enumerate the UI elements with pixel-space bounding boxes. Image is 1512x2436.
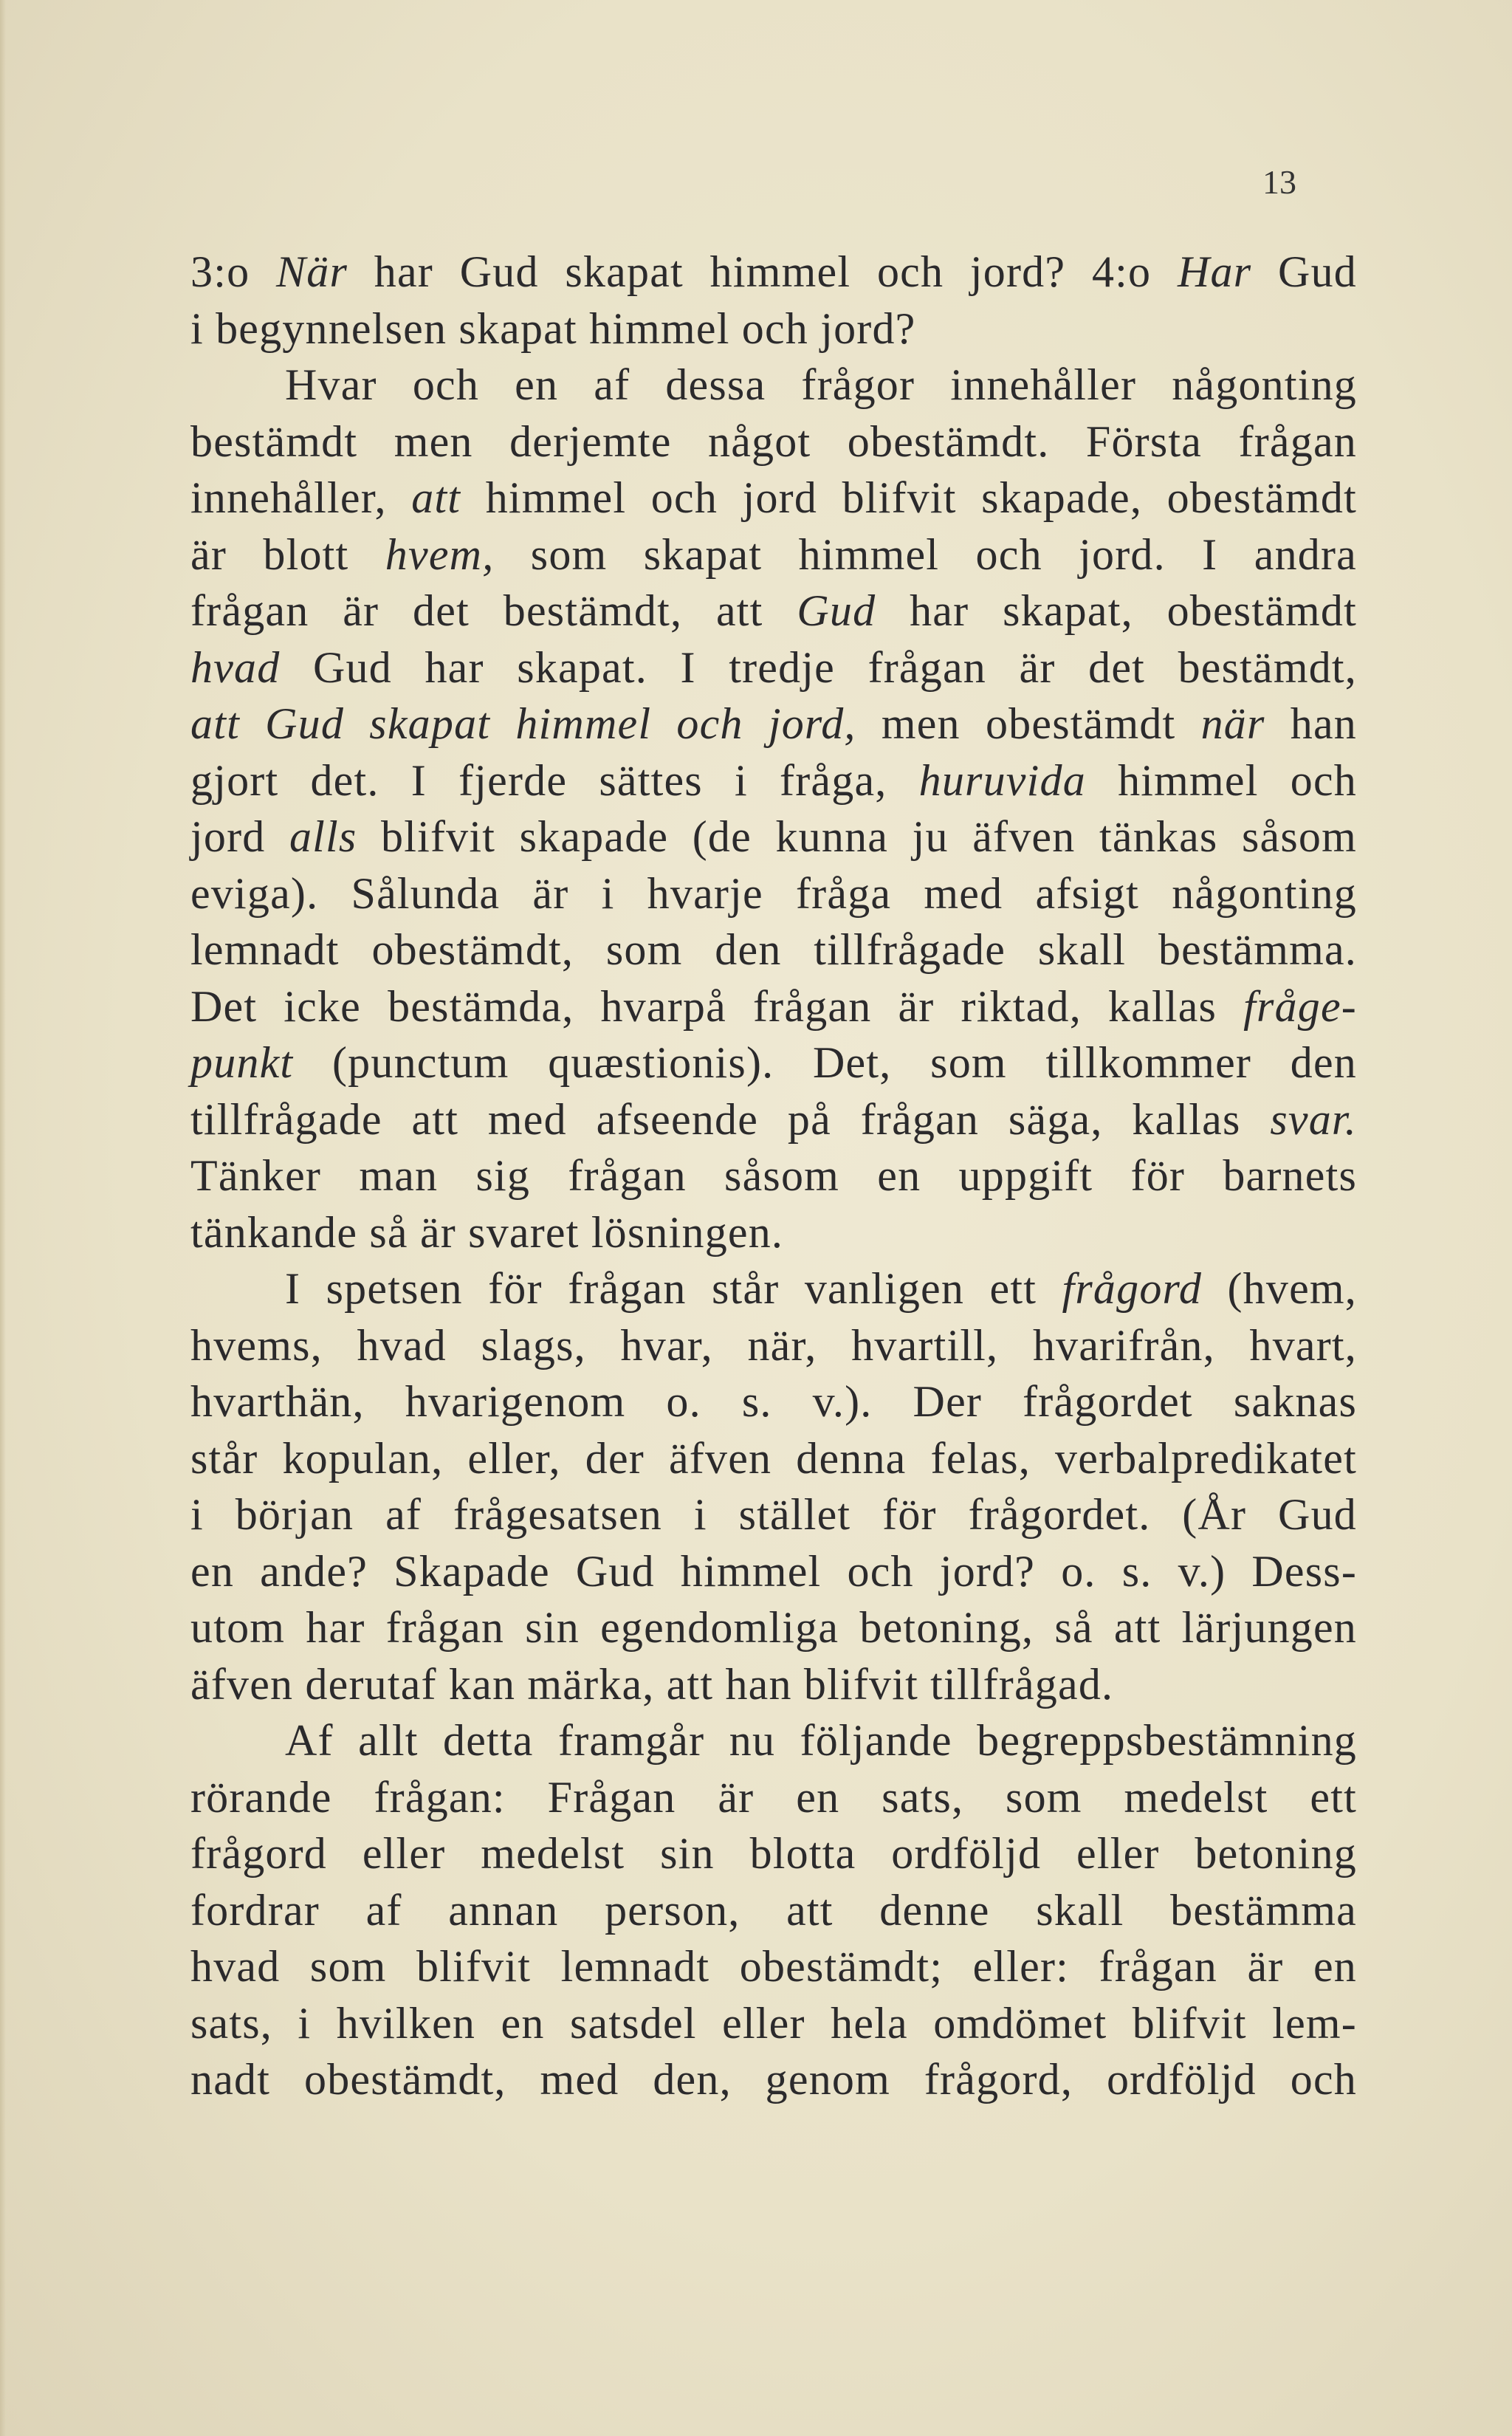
text-segment: nadt obestämdt, med den, genom frågord, ordföljd och [190,2055,1357,2104]
text-segment: Det icke bestämda, hvarpå frågan är riktad, kallas [190,981,1244,1031]
text-segment: en ande? Skapade Gud himmel och jord? o. s. v.) Dess- [190,1546,1357,1596]
italic-text: alls [289,812,357,861]
italic-text: hvem, [385,529,495,579]
text-segment: Gud [1251,247,1357,296]
text-segment: (punctum quæstionis). Det, som tillkommer den [293,1038,1357,1087]
text-segment: jord [190,812,289,861]
text-line [190,922,1357,978]
text-segment: äfven derutaf kan märka, att han blifvit tillfrågad. [190,1659,1114,1709]
italic-text: svar. [1270,1094,1357,1144]
text-line [190,1204,1357,1261]
text-segment: Hvar och en af dessa frågor innehåller någonting [285,360,1357,409]
text-line [190,2051,1357,2108]
text-segment: har skapat, obestämdt [876,586,1357,635]
text-segment: I spetsen för frågan står vanligen ett [285,1264,1062,1313]
italic-text: När [276,247,348,296]
text-segment: Tänker man sig frågan såsom en uppgift för barnets [190,1151,1357,1200]
text-line [190,752,1357,809]
text-line [190,1035,1357,1091]
text-line [190,1995,1357,2052]
page-number: 13 [1262,163,1296,201]
body-text [190,244,1357,2108]
text-segment: (hvem, [1202,1264,1357,1313]
text-line [190,1260,1357,1317]
text-segment: sats, i hvilken en satsdel eller hela omdömet blifvit lem- [190,1998,1357,2048]
text-segment: lemnadt obestämdt, som den tillfrågade skall bestämma. [190,925,1357,974]
text-segment: gjort det. I fjerde sättes i fråga, [190,755,919,805]
text-segment: han [1265,699,1358,748]
page-edge-shadow [0,0,6,2436]
text-segment: himmel och jord blifvit skapade, obestämdt [461,473,1357,522]
text-line [190,809,1357,865]
text-line [190,1882,1357,1939]
text-segment: frågan är det bestämdt, att [190,586,797,635]
text-line [190,978,1357,1035]
text-line [190,1430,1357,1487]
text-line [190,244,1357,301]
text-segment: innehåller, [190,473,412,522]
text-line [190,583,1357,639]
text-line [190,696,1357,752]
italic-text: fråge- [1243,981,1357,1031]
text-segment: bestämdt men derjemte något obestämdt. Första frågan [190,416,1357,466]
text-line [190,865,1357,922]
text-segment: utom har frågan sin egendomliga betoning, så att lärjungen [190,1603,1357,1652]
text-segment: Af allt detta framgår nu följande begreppsbestämning [285,1716,1357,1765]
italic-text: frågord [1062,1264,1203,1313]
text-line [190,1825,1357,1882]
text-segment: i begynnelsen skapat himmel och jord? [190,303,916,353]
text-segment: har Gud skapat himmel och jord? 4:o [348,247,1178,296]
text-segment: blifvit skapade (de kunna ju äfven tänkas såsom [357,812,1357,861]
text-segment: fordrar af annan person, att denne skall bestämma [190,1885,1357,1935]
text-line [190,414,1357,470]
text-segment: hvarthän, hvarigenom o. s. v.). Der frågordet saknas [190,1377,1357,1426]
text-segment: Gud har skapat. I tredje frågan är det bestämdt, [280,642,1357,692]
text-line [190,1599,1357,1656]
text-segment: men obestämdt [856,699,1201,748]
text-segment: i början af frågesatsen i stället för frågordet. (År Gud [190,1490,1357,1539]
text-segment: 3:o [190,247,277,296]
text-line [190,639,1357,696]
text-line [190,1147,1357,1204]
text-line [190,526,1357,583]
text-segment: hvems, hvad slags, hvar, när, hvartill, hvarifrån, hvart, [190,1320,1357,1370]
italic-text: hvad [190,642,281,692]
text-segment: eviga). Sålunda är i hvarje fråga med afsigt någonting [190,868,1357,918]
text-line [190,1543,1357,1600]
text-line [190,1938,1357,1995]
text-segment: frågord eller medelst sin blotta ordföljd eller betoning [190,1829,1357,1878]
text-line [190,357,1357,414]
text-segment: himmel och [1085,755,1357,805]
text-line [190,1486,1357,1543]
italic-text: när [1200,699,1265,748]
text-segment: tänkande så är svaret lösningen. [190,1207,784,1257]
text-segment: hvad som blifvit lemnadt obestämdt; eller: frågan är en [190,1942,1357,1991]
text-line [190,1656,1357,1713]
text-line [190,1712,1357,1769]
text-line [190,1091,1357,1148]
text-line [190,301,1357,357]
text-segment: tillfrågade att med afseende på frågan säga, kallas [190,1094,1271,1144]
text-line [190,1769,1357,1826]
text-line [190,470,1357,526]
text-segment: står kopulan, eller, der äfven denna felas, verbalpredikatet [190,1433,1357,1483]
italic-text: huruvida [918,755,1086,805]
text-segment: som skapat himmel och jord. I andra [494,529,1357,579]
text-line [190,1373,1357,1430]
italic-text: Har [1178,247,1252,296]
italic-text: Gud [797,586,876,635]
text-segment: rörande frågan: Frågan är en sats, som medelst ett [190,1772,1357,1822]
text-line [190,1317,1357,1374]
italic-text: att [411,473,461,522]
text-segment: är blott [190,529,385,579]
italic-text: att Gud skapat himmel och jord, [190,699,856,748]
italic-text: punkt [190,1038,294,1087]
